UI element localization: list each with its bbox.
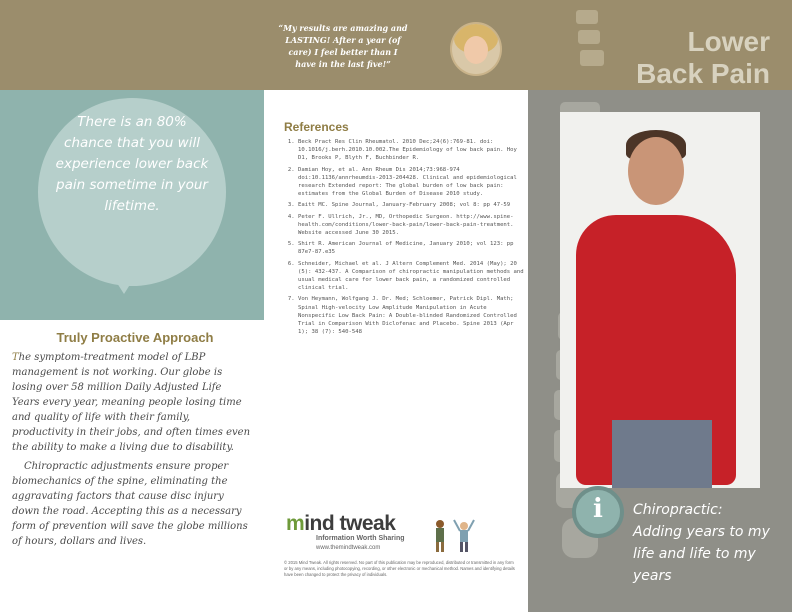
drop-cap: T: [12, 352, 19, 363]
paragraph-1: [12, 350, 252, 455]
logo-tagline: Information Worth Sharing: [316, 535, 405, 542]
mascot-figures-icon: [428, 518, 480, 554]
reference-item: 6. Schneider, Michael et al. J Altern Complement Med. 2014 (May); 20 (5): 432-437. A Comparison of chiropractic manipulation methods and usual medical care for lower back pain, a randomized controlled clinical trial.: [298, 260, 526, 293]
photo-head: [628, 137, 684, 205]
logo-part-rest: nd tweak: [309, 512, 396, 535]
testimonial-avatar: [450, 22, 502, 76]
paragraph-2: Chiropractic adjustments ensure proper biomechanics of the spine, eliminating the aggravating factors that cause disc injury down the road. Accepting this as a necessary form of prevention will save the globe millions of hours, dollars and lives.: [12, 461, 248, 547]
website-text: www.themindtweak.com: [316, 545, 381, 551]
title-line-1: Lower: [687, 26, 770, 57]
page-title: [600, 26, 770, 90]
copyright-notice: © 2015 Mind Tweak. All rights reserved. No part of this publication may be reproduced, distributed or transmitted in any form or by any means, including photocopying, recording, or other electronic or mechanical method. Names and identifying details have been changed to protect the privacy of individuals.: [284, 560, 515, 577]
references-list: [284, 138, 526, 339]
reference-item: 2. Damian Hoy, et al. Ann Rheum Dis 2014;73:968-974 doi:10.1136/annrheumdis-2013-204428. Clinical and epidemiological research Extended report: The global burden of low back pain: estimates from the Global Burden of Disease 2010 study.: [298, 166, 526, 199]
chiropractic-tagline: Chiropractic: Adding years to my life and life to my years: [633, 502, 770, 584]
references-title: References: [284, 120, 349, 134]
testimonial-quote: “My results are amazing and LASTING! After a year (of care) I feel better than I have in the last five!”: [278, 23, 408, 69]
logo-part-m: m: [286, 512, 305, 535]
photo-pants: [612, 420, 712, 488]
title-line-2: Back Pain: [636, 58, 770, 89]
statistic-text: There is an 80% chance that you will experience lower back pain sometime in your lifetime.: [55, 114, 209, 214]
body-text: [12, 350, 252, 553]
reference-item: 3. Eaitt MC. Spine Journal, January-February 2008; vol 8: pp 47-59: [298, 201, 526, 209]
reference-item: 5. Shirt R. American Journal of Medicine, January 2010; vol 123: pp 87e7-87.e35: [298, 240, 526, 256]
info-icon: [572, 486, 624, 538]
avatar-face: [464, 36, 488, 64]
section-title: Truly Proactive Approach: [56, 330, 214, 345]
reference-item: 4. Peter F. Ullrich, Jr., MD, Orthopedic Surgeon. http://www.spine-health.com/conditions/lower-back-pain/lower-back-pain-treatment. Website accessed June 30 2015.: [298, 213, 526, 238]
info-glyph: i: [593, 494, 603, 524]
bubble-tail: [110, 272, 138, 294]
logo-part-i: i: [304, 512, 310, 535]
mind-tweak-logo: [286, 512, 395, 536]
reference-item: 7. Von Heymann, Wolfgang J. Dr. Med; Schloemer, Patrick Dipl. Math; Spinal High-velocity Low Amplitude Manipulation in Acute Nonspecific Low Back Pain: A Double-blinded Randomized Controlled Trial in Comparison With Diclofenac and Placebo. Spine 2013 (Apr 1); 38 (7): 540-548: [298, 295, 526, 336]
paragraph-1-text: he symptom-treatment model of LBP management is not working. Our globe is losing over 58 million Daily Adjusted Life Years every year, meaning people losing time and quality of life with their family, productivity in their jobs, and often times even the ability to make a living due to disability.: [12, 352, 251, 453]
reference-item: 1. Beck Pract Res Clin Rheumatol. 2010 Dec;24(6):769-81. doi: 10.1016/j.berh.2010.10.002.The Epidemiology of low back pain. Hoy D1, Brooks P, Blyth F, Buchbinder R.: [298, 138, 526, 163]
